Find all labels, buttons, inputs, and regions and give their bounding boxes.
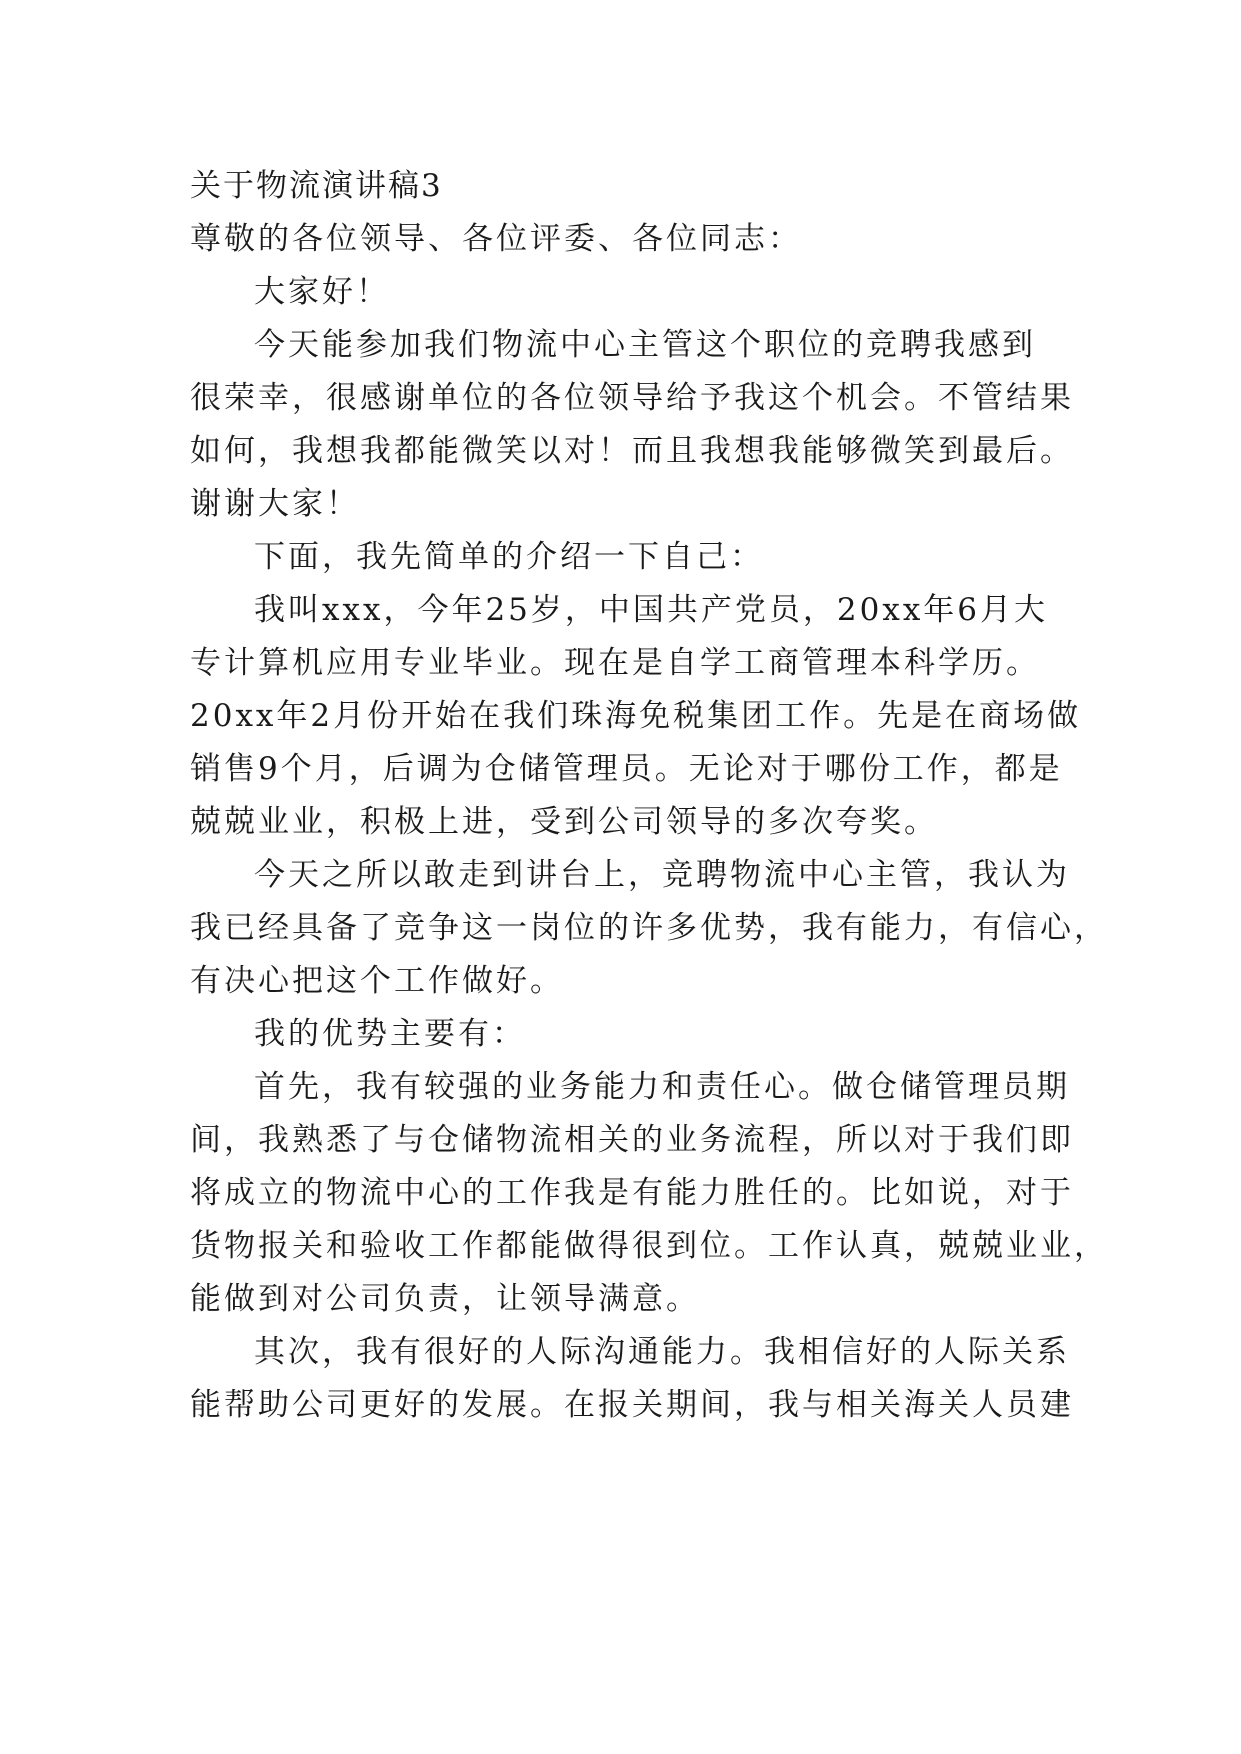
paragraph-line: 能帮助公司更好的发展。在报关期间，我与相关海关人员建 (190, 1387, 1074, 1423)
paragraph-line: 兢兢业业，积极上进，受到公司领导的多次夸奖。 (190, 804, 938, 840)
paragraph-line: 20xx年2月份开始在我们珠海免税集团工作。先是在商场做 (190, 698, 1082, 734)
paragraph-line: 谢谢大家！ (190, 486, 360, 522)
paragraph-line: 货物报关和验收工作都能做得很到位。工作认真，兢兢业业， (190, 1228, 1108, 1264)
paragraph-line: 间，我熟悉了与仓储物流相关的业务流程，所以对于我们即 (190, 1122, 1074, 1158)
paragraph-line: 首先，我有较强的业务能力和责任心。做仓储管理员期 (254, 1069, 1070, 1105)
document-body (190, 160, 1108, 1432)
paragraph-line: 下面，我先简单的介绍一下自己： (254, 539, 764, 575)
paragraph-line: 其次，我有很好的人际沟通能力。我相信好的人际关系 (254, 1334, 1070, 1370)
paragraph-line: 有决心把这个工作做好。 (190, 963, 564, 999)
paragraph-line: 将成立的物流中心的工作我是有能力胜任的。比如说，对于 (190, 1175, 1074, 1211)
document-title: 关于物流演讲稿3 (190, 168, 443, 204)
paragraph-line: 今天之所以敢走到讲台上，竞聘物流中心主管，我认为 (254, 857, 1070, 893)
salutation-line: 尊敬的各位领导、各位评委、各位同志： (190, 221, 802, 257)
paragraph-line: 很荣幸，很感谢单位的各位领导给予我这个机会。不管结果 (190, 380, 1074, 416)
paragraph-line: 我叫xxx，今年25岁，中国共产党员，20xx年6月大 (254, 592, 1049, 628)
paragraph-line: 我的优势主要有： (254, 1016, 526, 1052)
paragraph-line: 如何，我想我都能微笑以对！而且我想我能够微笑到最后。 (190, 433, 1074, 469)
paragraph-line: 能做到对公司负责，让领导满意。 (190, 1281, 700, 1317)
paragraph-line: 我已经具备了竞争这一岗位的许多优势，我有能力，有信心， (190, 910, 1108, 946)
paragraph-line: 销售9个月，后调为仓储管理员。无论对于哪份工作，都是 (190, 751, 1063, 787)
paragraph-line: 今天能参加我们物流中心主管这个职位的竞聘我感到 (254, 327, 1036, 363)
paragraph-line: 专计算机应用专业毕业。现在是自学工商管理本科学历。 (190, 645, 1040, 681)
greeting-line: 大家好！ (254, 274, 390, 310)
